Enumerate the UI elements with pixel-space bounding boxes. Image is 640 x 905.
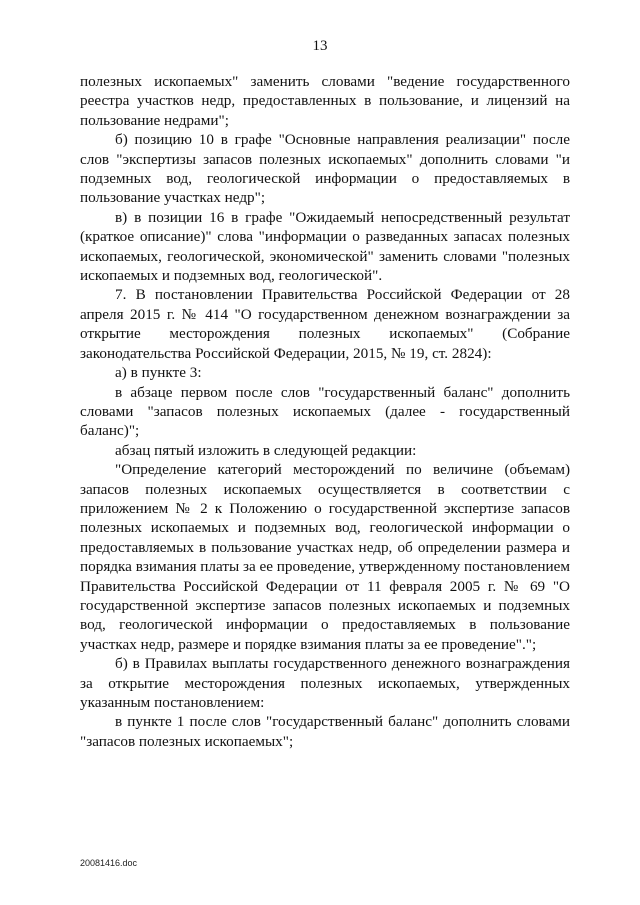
- paragraph: абзац пятый изложить в следующей редакции:: [115, 441, 417, 459]
- paragraph: в пункте 1 после слов "государственный баланс" дополнить словами "запасов полезных ископаемых";: [80, 713, 570, 750]
- file-name-footer: 20081416.doc: [80, 858, 138, 868]
- page-number: 13: [312, 38, 328, 54]
- paragraph: б) позицию 10 в графе "Основные направления реализации" после слов "экспертизы запасов полезных ископаемых" дополнить словами "и подземных вод, геологической информации о предоставляемых в пользование участках недр";: [80, 131, 570, 207]
- paragraph: в абзаце первом после слов "государственный баланс" дополнить словами "запасов полезных ископаемых (далее - государственный баланс)";: [80, 383, 570, 440]
- paragraph: 7. В постановлении Правительства Российской Федерации от 28 апреля 2015 г. № 414 "О государственном денежном вознаграждении за открытие месторождения полезных ископаемых" (Собрание законодательства Российской Федерации, 2015, № 19, ст. 2824):: [80, 286, 570, 362]
- document-body: [80, 72, 570, 751]
- paragraph: а) в пункте 3:: [115, 364, 202, 382]
- paragraph: в) в позиции 16 в графе "Ожидаемый непосредственный результат (краткое описание)" слова "информации о разведанных запасах полезных ископаемых, геологической, экономической" заменить словами "полезных ископаемых и подземных вод, геологической".: [80, 208, 570, 285]
- paragraph: полезных ископаемых" заменить словами "ведение государственного реестра участков недр, предоставленных в пользование, и лицензий на пользование недрами";: [80, 73, 570, 129]
- paragraph: б) в Правилах выплаты государственного денежного вознаграждения за открытие месторождения полезных ископаемых, утвержденных указанным постановлением:: [80, 655, 570, 711]
- paragraph: "Определение категорий месторождений по величине (объемам) запасов полезных ископаемых осуществляется в соответствии с приложением № 2 к Положению о государственной экспертизе запасов полезных ископаемых и подземных вод, геологической информации о предоставляемых в пользование участках недр, об определении размера и порядка взимания платы за ее проведение, утвержденному постановлением Правительства Российской Федерации от 11 февраля 2005 г. № 69 "О государственной экспертизе запасов полезных ископаемых и подземных вод, геологической информации о предоставляемых в пользование участках недр, размере и порядке взимания платы за ее проведение".";: [80, 461, 570, 653]
